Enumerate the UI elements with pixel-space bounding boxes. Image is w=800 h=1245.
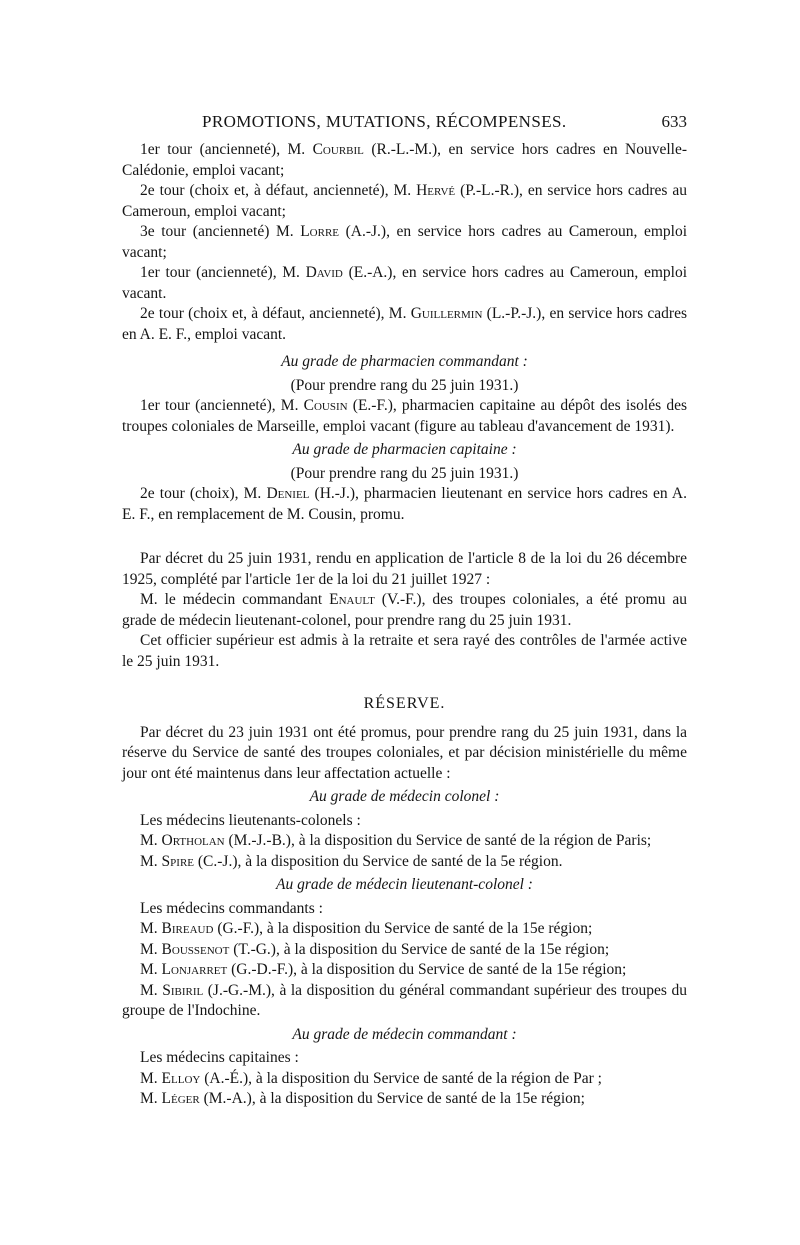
page-header bbox=[122, 112, 687, 140]
promotion-entry: 3e tour (ancienneté) M. Lorre (A.-J.), en service hors cadres au Cameroun, emploi vacant; bbox=[122, 223, 687, 261]
person-name: Boussenot bbox=[161, 940, 230, 958]
decree-paragraph: Cet officier supérieur est admis à la retraite et sera rayé des contrôles de l'armée active le 25 juin 1931. bbox=[122, 632, 687, 670]
page-number: 633 bbox=[661, 112, 687, 131]
promotion-entry: 2e tour (choix), M. Deniel (H.-J.), pharmacien lieutenant en service hors cadres en A. E. F., en remplacement de M. Cousin, promu. bbox=[122, 485, 687, 523]
section-title: RÉSERVE. bbox=[363, 695, 446, 712]
decree-paragraph: Par décret du 25 juin 1931, rendu en application de l'article 8 de la loi du 26 décembre 1925, complété par l'article 1er de la loi du 21 juillet 1927 : bbox=[122, 550, 687, 588]
rank-note: (Pour prendre rang du 25 juin 1931.) bbox=[290, 376, 519, 394]
promotion-entry: M. Léger (M.-A.), à la disposition du Service de santé de la 15e région; bbox=[140, 1090, 585, 1107]
group-label: Les médecins capitaines : bbox=[140, 1049, 299, 1066]
promotion-entry: 1er tour (ancienneté), M. Cousin (E.-F.), pharmacien capitaine au dépôt des isolés des troupes coloniales de Marseille, emploi vacant (figure au tableau d'avancement de 1931). bbox=[122, 397, 687, 435]
group-label: Les médecins lieutenants-colonels : bbox=[140, 811, 361, 829]
person-name: Lonjarret bbox=[161, 961, 228, 978]
group-label: Les médecins commandants : bbox=[140, 899, 323, 917]
promotion-entry: M. Bireaud (G.-F.), à la disposition du Service de santé de la 15e région; bbox=[140, 920, 593, 937]
person-name: Cousin bbox=[303, 397, 348, 414]
rank-note: (Pour prendre rang du 25 juin 1931.) bbox=[290, 464, 519, 482]
promotion-entry: 2e tour (choix et, à défaut, ancienneté), M. Hervé (P.-L.-R.), en service hors cadres au Cameroun, emploi vacant; bbox=[122, 182, 687, 220]
document-page bbox=[122, 112, 687, 1110]
person-name: Deniel bbox=[266, 485, 310, 502]
promotion-entry: 1er tour (ancienneté), M. David (E.-A.), en service hors cadres au Cameroun, emploi vacant. bbox=[122, 264, 688, 302]
reserve-intro: Par décret du 23 juin 1931 ont été promus, pour prendre rang du 25 juin 1931, dans la réserve du Service de santé des troupes coloniales, et par décision ministérielle du même jour ont été maintenus dans leur affectation actuelle : bbox=[122, 723, 687, 782]
person-name: Guillermin bbox=[410, 305, 483, 322]
grade-heading: Au grade de médecin colonel : bbox=[309, 788, 500, 805]
promotion-entry: M. Elloy (A.-É.), à la disposition du Service de santé de la région de Par ; bbox=[140, 1069, 602, 1087]
grade-heading: Au grade de pharmacien capitaine : bbox=[292, 441, 517, 458]
person-name: Sibiril bbox=[162, 981, 204, 999]
person-name: Enault bbox=[329, 591, 375, 608]
person-name: Elloy bbox=[161, 1069, 201, 1087]
running-title: PROMOTIONS, MUTATIONS, RÉCOMPENSES. bbox=[202, 112, 567, 131]
person-name: Ortholan bbox=[161, 832, 225, 849]
promotion-entry: M. Boussenot (T.-G.), à la disposition du Service de santé de la 15e région; bbox=[140, 940, 610, 958]
person-name: Bireaud bbox=[161, 920, 214, 937]
person-name: David bbox=[305, 264, 343, 281]
decree-paragraph: M. le médecin commandant Enault (V.-F.), des troupes coloniales, a été promu au grade de médecin lieutenant-colonel, pour prendre rang du 25 juin 1931. bbox=[122, 591, 688, 629]
promotion-entry: M. Spire (C.-J.), à la disposition du Service de santé de la 5e région. bbox=[140, 852, 563, 870]
promotion-entry: M. Ortholan (M.-J.-B.), à la disposition du Service de santé de la région de Paris; bbox=[140, 832, 652, 849]
person-name: Léger bbox=[161, 1090, 200, 1107]
promotion-entry: M. Sibiril (J.-G.-M.), à la disposition du général commandant supérieur des troupes du groupe de l'Indochine. bbox=[122, 981, 687, 1019]
person-name: Spire bbox=[161, 852, 195, 870]
person-name: Hervé bbox=[416, 182, 456, 199]
promotion-entry: 1er tour (ancienneté), M. Courbil (R.-L.-M.), en service hors cadres en Nouvelle-Calédonie, emploi vacant; bbox=[122, 141, 688, 179]
promotion-entry: M. Lonjarret (G.-D.-F.), à la disposition du Service de santé de la 15e région; bbox=[140, 961, 627, 978]
grade-heading: Au grade de médecin lieutenant-colonel : bbox=[276, 876, 533, 893]
grade-heading: Au grade de médecin commandant : bbox=[292, 1025, 517, 1043]
person-name: Lorre bbox=[300, 223, 340, 240]
grade-heading: Au grade de pharmacien commandant : bbox=[281, 353, 528, 370]
person-name: Courbil bbox=[312, 141, 364, 158]
promotion-entry: 2e tour (choix et, à défaut, ancienneté), M. Guillermin (L.-P.-J.), en service hors cadres en A. E. F., emploi vacant. bbox=[122, 305, 687, 343]
